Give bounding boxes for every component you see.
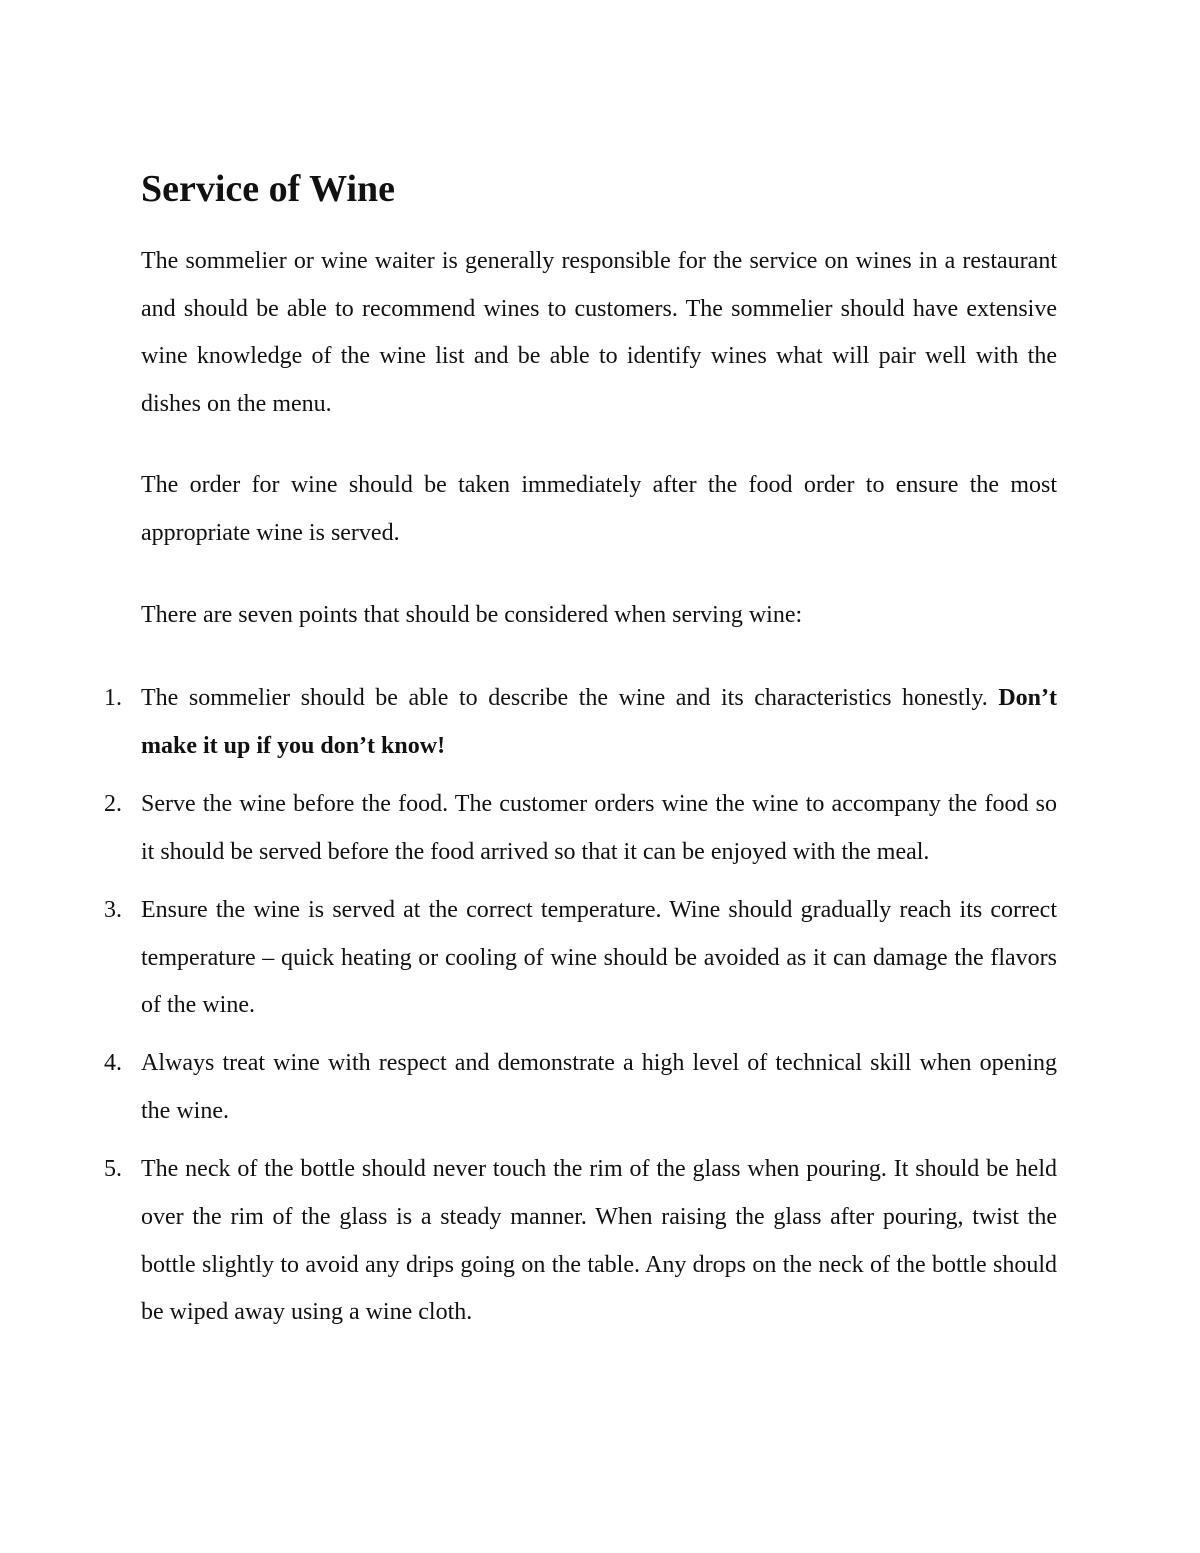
list-item (0, 1040, 1057, 1135)
list-item-number: 2. (104, 790, 122, 817)
order-paragraph: The order for wine should be taken immediately after the food order to ensure the most appropriate wine is served. (141, 472, 1057, 546)
list-item (0, 781, 1057, 876)
list-item-text: The neck of the bottle should never touch the rim of the glass when pouring. It should be held over the rim of the glass is a steady manner. When raising the glass after pouring, twist the bottle slightly to avoid any drips going on the table. Any drops on the neck of the bottle should be wiped away using a wine cloth. (141, 1156, 1057, 1326)
list-item-text: Serve the wine before the food. The customer orders wine the wine to accompany the food so it should be served before the food arrived so that it can be enjoyed with the meal. (141, 790, 1057, 865)
list-item (0, 887, 1057, 1030)
list-item-text: Ensure the wine is served at the correct temperature. Wine should gradually reach its correct temperature – quick heating or cooling of wine should be avoided as it can damage the flavors of the wine. (141, 896, 1057, 1019)
list-item-text-regular: The sommelier should be able to describe the wine and its characteristics honestly. (141, 685, 999, 711)
points-intro-paragraph: There are seven points that should be considered when serving wine: (141, 602, 803, 628)
intro-paragraph: The sommelier or wine waiter is generally responsible for the service on wines in a restaurant and should be able to recommend wines to customers. The sommelier should have extensive wine knowledge of the wine list and be able to identify wines what will pair well with the dishes on the menu. (141, 248, 1057, 418)
list-item-text: Always treat wine with respect and demonstrate a high level of technical skill when opening the wine. (141, 1050, 1057, 1125)
document-title: Service of Wine (141, 168, 395, 210)
list-item-text-bold: Don’t make it up if you don’t know! (141, 685, 1057, 759)
list-item-number: 4. (104, 1050, 122, 1077)
list-item (0, 1146, 1057, 1337)
wine-service-points-list (0, 675, 1200, 1348)
list-item-number: 3. (104, 896, 122, 923)
list-item-number: 1. (104, 685, 122, 711)
list-item-text (141, 675, 1057, 770)
list-item (0, 675, 1057, 770)
list-item-number: 5. (104, 1156, 122, 1183)
